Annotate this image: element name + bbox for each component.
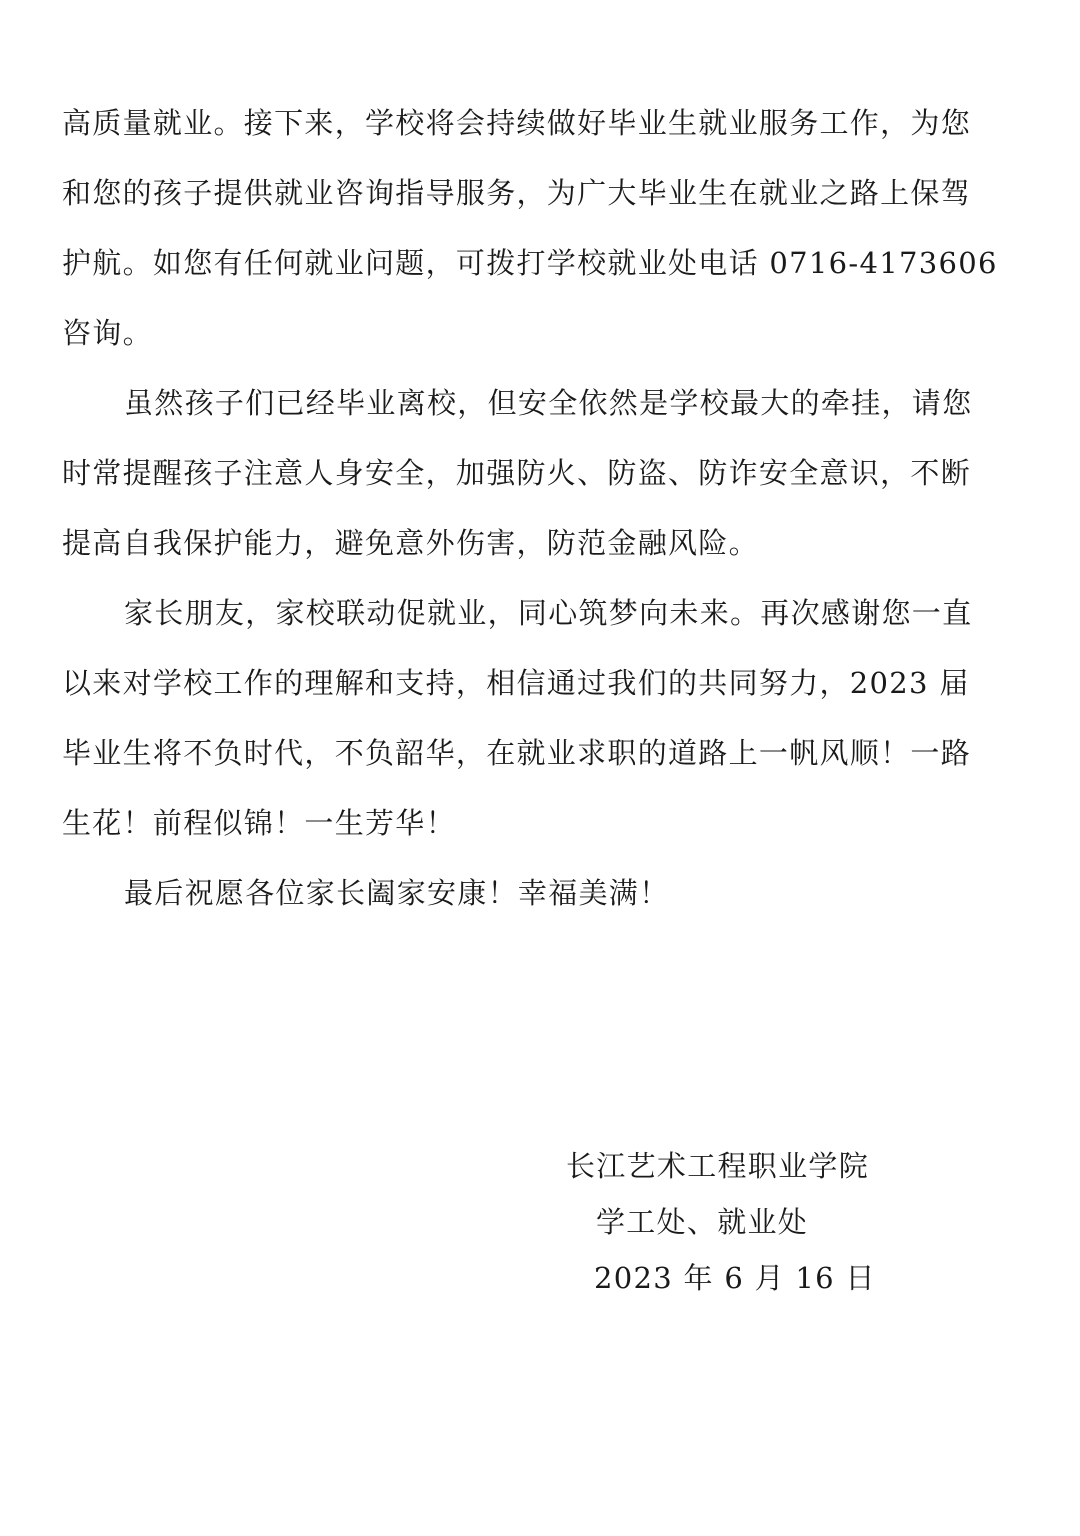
signature-organization: 长江艺术工程职业学院 bbox=[566, 1149, 870, 1183]
paragraph-line: 以来对学校工作的理解和支持，相信通过我们的共同努力，2023 届 bbox=[62, 666, 970, 700]
paragraph-line: 最后祝愿各位家长阖家安康！幸福美满！ bbox=[124, 876, 670, 910]
paragraph-line: 护航。如您有任何就业问题，可拨打学校就业处电话 0716-4173606 bbox=[62, 246, 998, 280]
signature-department: 学工处、就业处 bbox=[596, 1205, 809, 1239]
paragraph-line: 生花！前程似锦！一生芳华！ bbox=[62, 806, 456, 840]
paragraph-line: 虽然孩子们已经毕业离校，但安全依然是学校最大的牵挂，请您 bbox=[124, 386, 973, 420]
paragraph-line: 和您的孩子提供就业咨询指导服务，为广大毕业生在就业之路上保驾 bbox=[62, 176, 972, 210]
paragraph-line: 高质量就业。接下来，学校将会持续做好毕业生就业服务工作，为您 bbox=[62, 106, 972, 140]
paragraph-line: 咨询。 bbox=[62, 316, 153, 350]
paragraph-line: 毕业生将不负时代，不负韶华，在就业求职的道路上一帆风顺！一路 bbox=[62, 736, 972, 770]
paragraph-line: 家长朋友，家校联动促就业，同心筑梦向未来。再次感谢您一直 bbox=[124, 596, 973, 630]
signature-date: 2023 年 6 月 16 日 bbox=[594, 1261, 876, 1295]
paragraph-line: 提高自我保护能力，避免意外伤害，防范金融风险。 bbox=[62, 526, 759, 560]
paragraph-line: 时常提醒孩子注意人身安全，加强防火、防盗、防诈安全意识，不断 bbox=[62, 456, 972, 490]
letter-body bbox=[62, 88, 998, 928]
